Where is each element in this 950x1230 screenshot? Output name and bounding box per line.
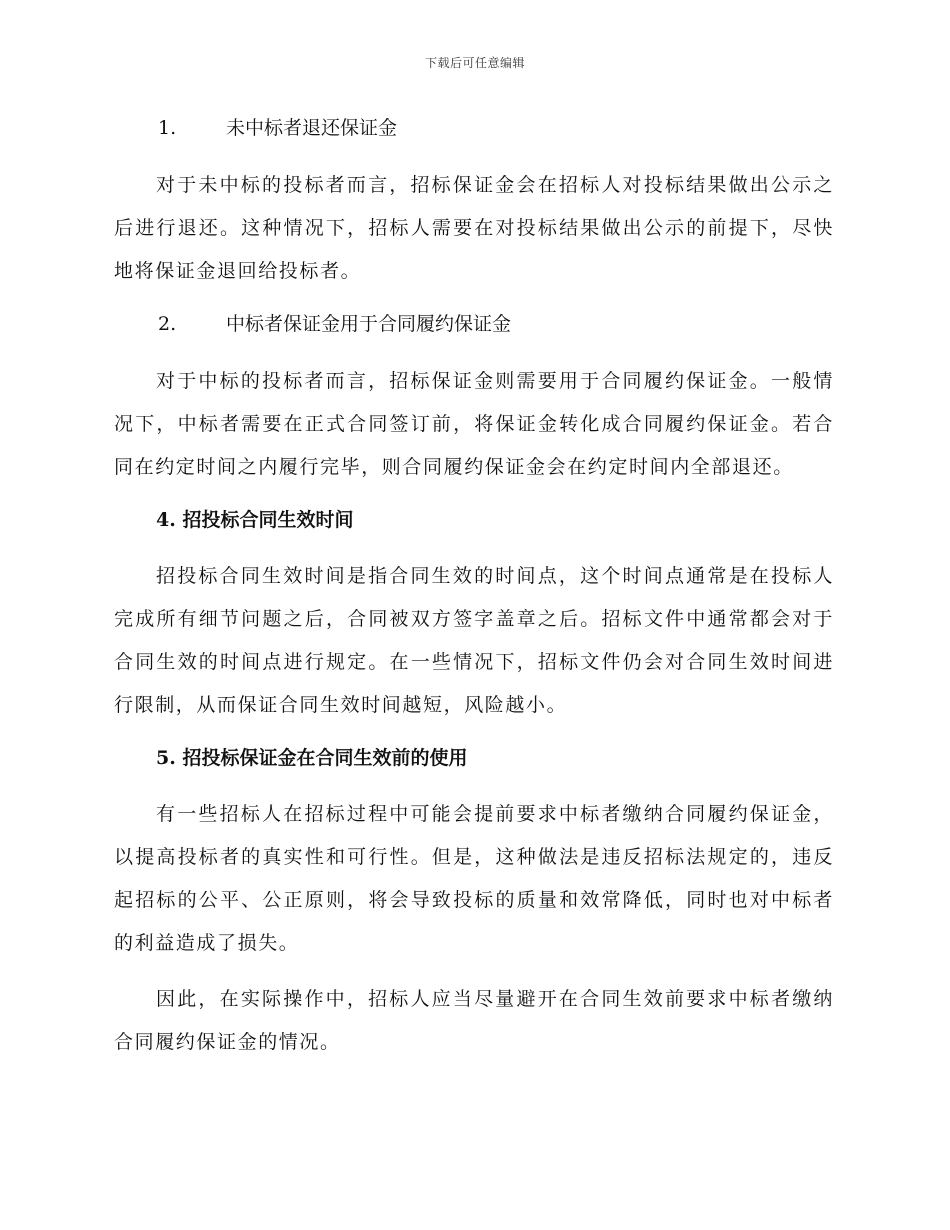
section-heading-5: 5. 招投标保证金在合同生效前的使用 [156, 747, 468, 769]
paragraph: 对于中标的投标者而言，招标保证金则需要用于合同履约保证金。一般情况下，中标者需要在正式合同签订前，将保证金转化成合同履约保证金。若合同在约定时间之内履行完毕，则合同履约保证金会在约定时间内全部退还。 [114, 370, 834, 478]
paragraph: 招投标合同生效时间是指合同生效的时间点，这个时间点通常是在投标人完成所有细节问题之后，合同被双方签字盖章之后。招标文件中通常都会对于合同生效的时间点进行规定。在一些情况下，招标文件仍会对合同生效时间进行限制，从而保证合同生效时间越短，风险越小。 [114, 565, 834, 716]
section-heading-4: 4. 招投标合同生效时间 [156, 509, 354, 531]
document-body [114, 110, 834, 1077]
paragraph: 对于未中标的投标者而言，招标保证金会在招标人对投标结果做出公示之后进行退还。这种情况下，招标人需要在对投标结果做出公示的前提下，尽快地将保证金退回给投标者。 [114, 174, 834, 282]
page-header: 下载后可任意编辑 [424, 56, 525, 70]
list-heading-1 [114, 110, 834, 146]
list-number: 2. [158, 313, 177, 335]
paragraph: 因此，在实际操作中，招标人应当尽量避开在合同生效前要求中标者缴纳合同履约保证金的情况。 [114, 988, 834, 1053]
list-heading-2 [114, 306, 834, 342]
list-heading-text: 中标者保证金用于合同履约保证金 [226, 313, 512, 335]
list-heading-text: 未中标者退还保证金 [226, 117, 398, 139]
paragraph: 有一些招标人在招标过程中可能会提前要求中标者缴纳合同履约保证金，以提高投标者的真实性和可行性。但是，这种做法是违反招标法规定的，违反起招标的公平、公正原则，将会导致投标的质量和效常降低，同时也对中标者的利益造成了损失。 [114, 803, 834, 954]
list-number: 1. [158, 117, 177, 139]
